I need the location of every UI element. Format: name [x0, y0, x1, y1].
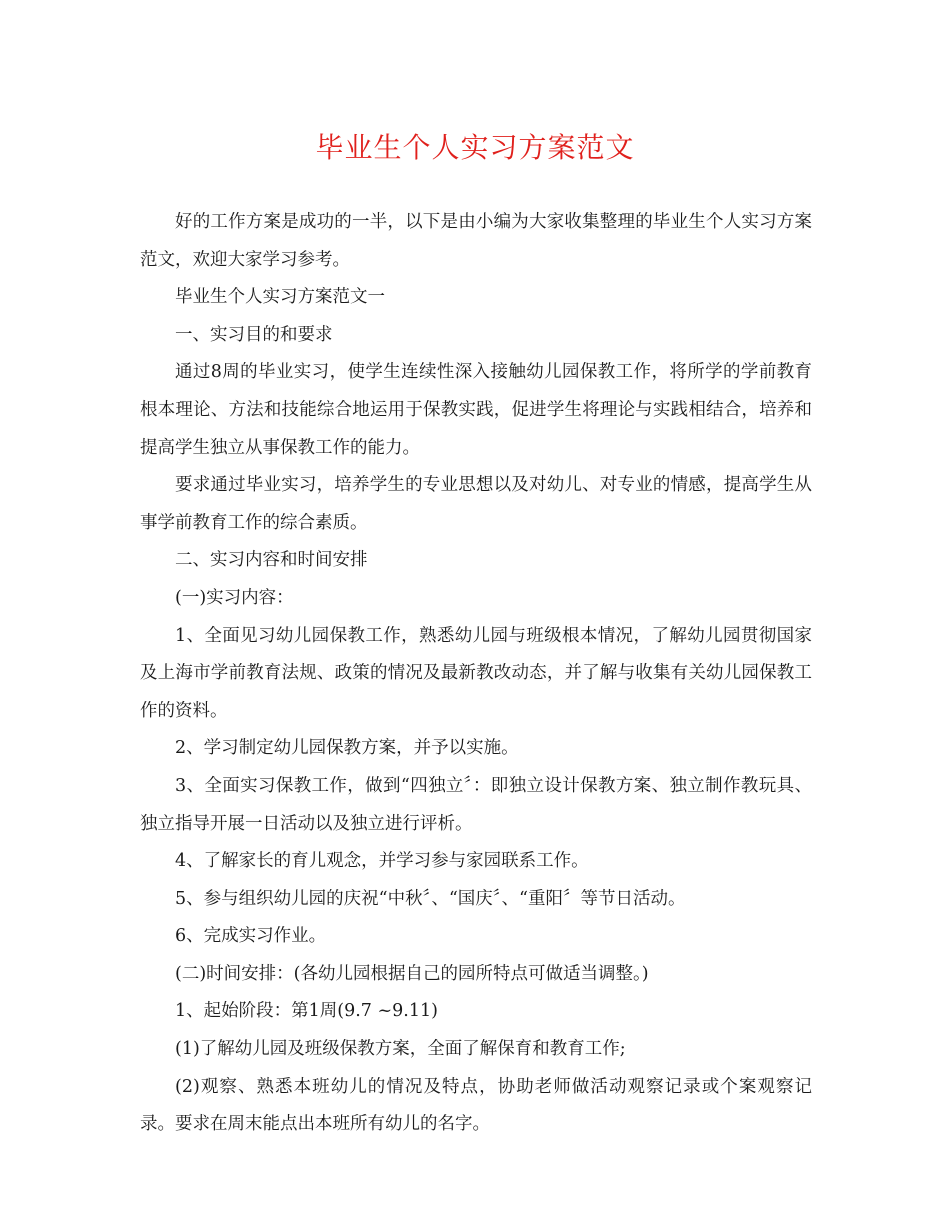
- document-title: 毕业生个人实习方案范文: [315, 131, 635, 164]
- paragraph-intro: 好的工作方案是成功的一半，以下是由小编为大家收集整理的毕业生个人实习方案范文，欢迎大家学习参考。: [140, 212, 812, 270]
- paragraph-purpose: 通过8周的毕业实习，使学生连续性深入接触幼儿园保教工作，将所学的学前教育根本理论、方法和技能综合地运用于保教实践，促进学生将理论与实践相结合，培养和提高学生独立从事保教工作的能力。: [140, 362, 812, 458]
- subheading-schedule: (二)时间安排：(各幼儿园根据自己的园所特点可做适当调整。): [175, 963, 649, 984]
- list-item-content-5: 5、参与组织幼儿园的庆祝“中秋〞、“国庆〞、“重阳〞等节日活动。: [175, 888, 686, 909]
- section-heading-plan-one: 毕业生个人实习方案范文一: [175, 287, 385, 308]
- paragraph-requirements: 要求通过毕业实习，培养学生的专业思想以及对幼儿、对专业的情感，提高学生从事学前教育工作的综合素质。: [140, 475, 812, 533]
- list-item-content-2: 2、学习制定幼儿园保教方案，并予以实施。: [175, 738, 519, 759]
- list-item-content-6: 6、完成实习作业。: [175, 926, 327, 947]
- list-item-content-4: 4、了解家长的育儿观念，并学习参与家园联系工作。: [175, 851, 589, 872]
- list-item-content-3: 3、全面实习保教工作，做到“四独立〞：即独立设计保教方案、独立制作教玩具、独立指导开展一日活动以及独立进行评析。: [140, 775, 812, 834]
- list-item-stage-1-task-2: (2)观察、熟悉本班幼儿的情况及特点，协助老师做活动观察记录或个案观察记录。要求在周末能点出本班所有幼儿的名字。: [140, 1076, 812, 1135]
- heading-content-schedule: 二、实习内容和时间安排: [175, 550, 368, 571]
- subheading-content: (一)实习内容：: [175, 587, 294, 608]
- document-body: [140, 204, 812, 1144]
- list-item-content-1: 1、全面见习幼儿园保教工作，熟悉幼儿园与班级根本情况，了解幼儿园贯彻国家及上海市学前教育法规、政策的情况及最新教改动态，并了解与收集有关幼儿园保教工作的资料。: [140, 625, 812, 721]
- list-item-stage-1: 1、起始阶段：第1周(9.7 ~9.11): [175, 1001, 438, 1022]
- list-item-stage-1-task-1: (1)了解幼儿园及班级保教方案，全面了解保育和教育工作;: [175, 1039, 626, 1060]
- heading-purpose: 一、实习目的和要求: [175, 324, 333, 345]
